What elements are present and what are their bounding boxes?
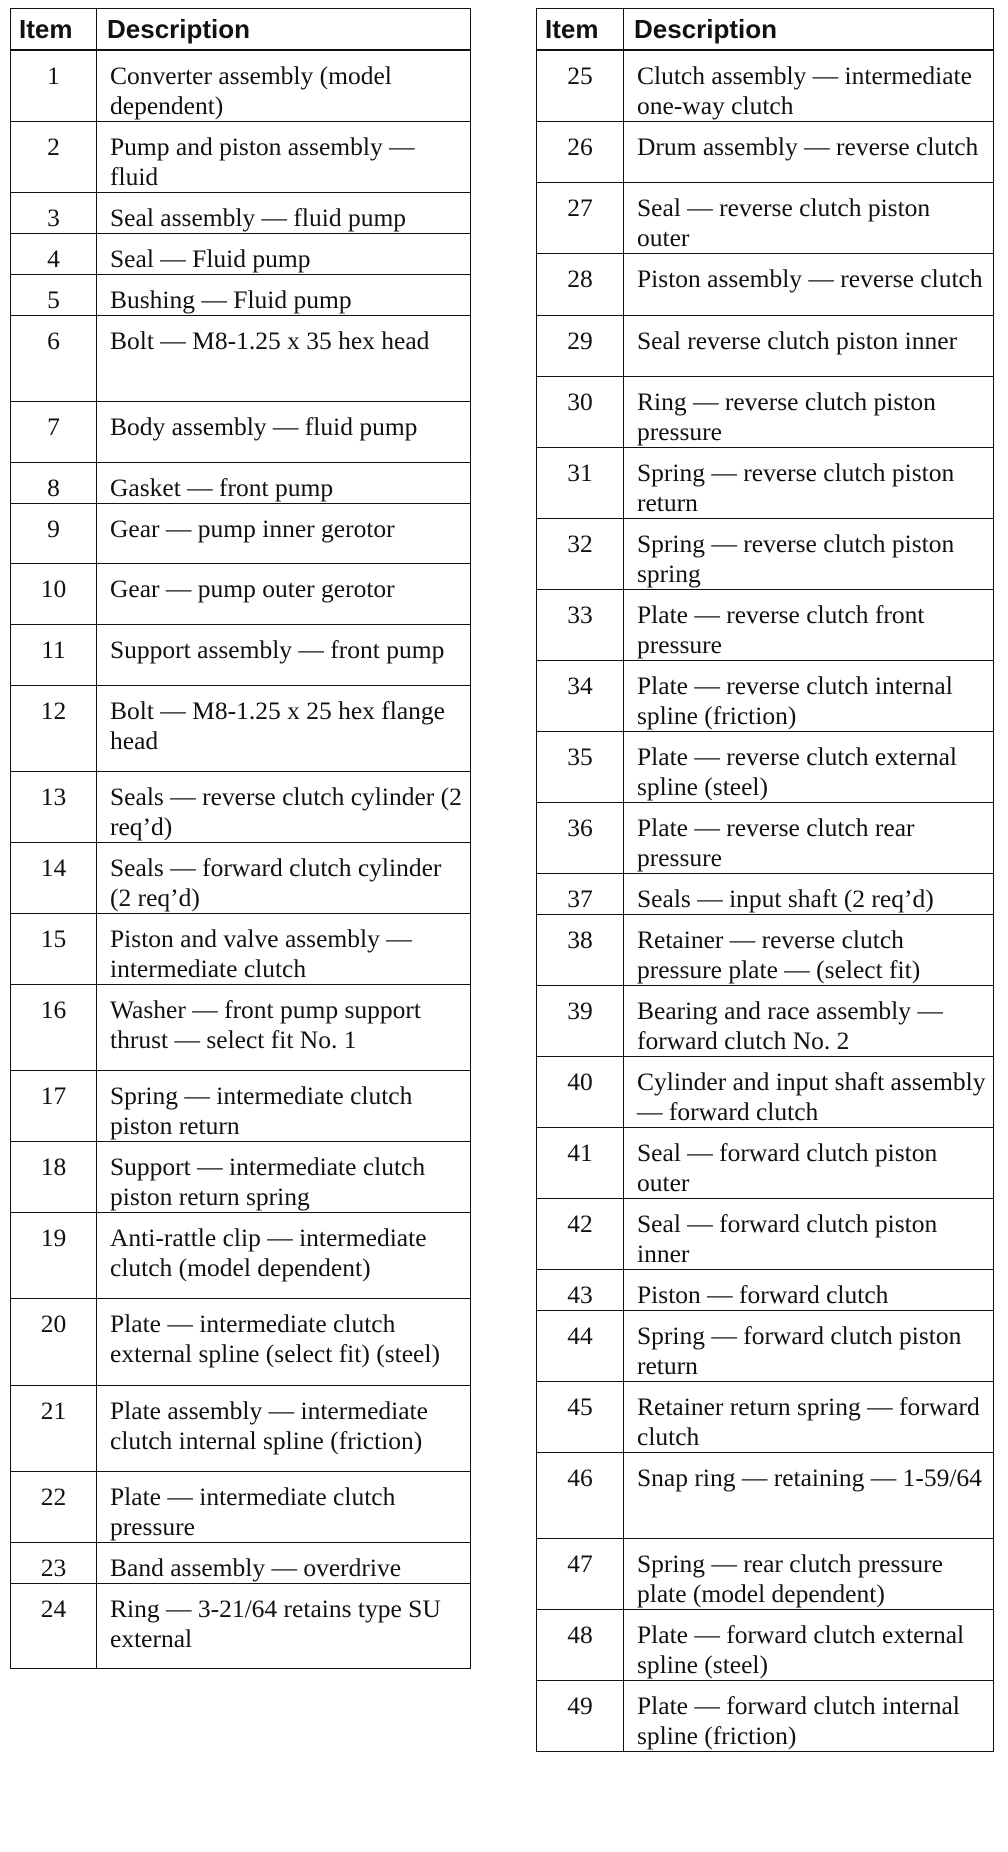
item-number: 2: [11, 122, 97, 193]
table-row: [537, 915, 994, 986]
item-number: 27: [537, 183, 624, 254]
item-description: Gasket — front pump: [97, 463, 471, 504]
item-number: 10: [11, 564, 97, 625]
item-number: 22: [11, 1472, 97, 1543]
table-row: [11, 1299, 471, 1386]
item-description: Seal — Fluid pump: [97, 234, 471, 275]
table-row: [537, 1453, 994, 1539]
item-description: Seals — input shaft (2 req’d): [624, 874, 994, 915]
item-description: Support — intermediate clutch piston return spring: [97, 1142, 471, 1213]
table-row: [11, 234, 471, 275]
item-number: 17: [11, 1071, 97, 1142]
table-row: [537, 732, 994, 803]
item-description: Seal — reverse clutch piston outer: [624, 183, 994, 254]
item-description: Spring — reverse clutch piston spring: [624, 519, 994, 590]
item-number: 13: [11, 772, 97, 843]
item-number: 12: [11, 686, 97, 772]
table-row: [537, 661, 994, 732]
table-body: [537, 50, 994, 1752]
table-row: [537, 183, 994, 254]
item-number: 44: [537, 1311, 624, 1382]
table-row: [537, 874, 994, 915]
table-row: [11, 914, 471, 985]
table-row: [11, 686, 471, 772]
item-number: 1: [11, 50, 97, 122]
item-description: Pump and piston assembly — fluid: [97, 122, 471, 193]
item-number: 45: [537, 1382, 624, 1453]
item-number: 34: [537, 661, 624, 732]
item-description: Spring — rear clutch pressure plate (model dependent): [624, 1539, 994, 1610]
table-row: [537, 448, 994, 519]
table-row: [537, 1539, 994, 1610]
item-description: Seal assembly — fluid pump: [97, 193, 471, 234]
item-number: 39: [537, 986, 624, 1057]
table-row: [11, 1213, 471, 1299]
item-description: Seals — reverse clutch cylinder (2 req’d): [97, 772, 471, 843]
item-description: Plate — forward clutch external spline (steel): [624, 1610, 994, 1681]
table-row: [11, 985, 471, 1071]
item-number: 42: [537, 1199, 624, 1270]
item-description: Plate — reverse clutch internal spline (friction): [624, 661, 994, 732]
table-row: [11, 402, 471, 463]
item-number: 37: [537, 874, 624, 915]
item-description: Bolt — M8-1.25 x 25 hex flange head: [97, 686, 471, 772]
item-description: Converter assembly (model dependent): [97, 50, 471, 122]
table-row: [11, 193, 471, 234]
table-row: [537, 1681, 994, 1752]
item-number: 43: [537, 1270, 624, 1311]
parts-table-right: [536, 8, 994, 1752]
table-row: [537, 803, 994, 874]
table-row: [11, 504, 471, 564]
item-description: Plate — reverse clutch external spline (steel): [624, 732, 994, 803]
table-row: [11, 843, 471, 914]
item-description: Seal — forward clutch piston inner: [624, 1199, 994, 1270]
item-description: Band assembly — overdrive: [97, 1543, 471, 1584]
item-description: Plate — forward clutch internal spline (friction): [624, 1681, 994, 1752]
table-row: [11, 772, 471, 843]
item-number: 49: [537, 1681, 624, 1752]
item-number: 23: [11, 1543, 97, 1584]
table-row: [11, 1472, 471, 1543]
item-number: 8: [11, 463, 97, 504]
item-number: 11: [11, 625, 97, 686]
table-row: [537, 1057, 994, 1128]
item-description: Cylinder and input shaft assembly — forward clutch: [624, 1057, 994, 1128]
item-description: Piston and valve assembly — intermediate clutch: [97, 914, 471, 985]
item-description: Plate — reverse clutch rear pressure: [624, 803, 994, 874]
item-description: Seal — forward clutch piston outer: [624, 1128, 994, 1199]
item-number: 21: [11, 1386, 97, 1472]
item-description: Gear — pump outer gerotor: [97, 564, 471, 625]
item-number: 15: [11, 914, 97, 985]
item-description: Plate — reverse clutch front pressure: [624, 590, 994, 661]
table-row: [537, 316, 994, 377]
item-description: Support assembly — front pump: [97, 625, 471, 686]
item-number: 7: [11, 402, 97, 463]
item-number: 48: [537, 1610, 624, 1681]
table-row: [11, 275, 471, 316]
table-row: [537, 377, 994, 448]
item-description: Bolt — M8-1.25 x 35 hex head: [97, 316, 471, 402]
item-number: 26: [537, 122, 624, 183]
table-row: [537, 1311, 994, 1382]
item-number: 35: [537, 732, 624, 803]
item-number: 16: [11, 985, 97, 1071]
item-number: 5: [11, 275, 97, 316]
table-row: [11, 1386, 471, 1472]
table-row: [537, 1610, 994, 1681]
item-column-header: Item: [11, 9, 97, 51]
item-number: 41: [537, 1128, 624, 1199]
item-number: 36: [537, 803, 624, 874]
table-row: [11, 1142, 471, 1213]
item-description: Plate — intermediate clutch external spline (select fit) (steel): [97, 1299, 471, 1386]
table-row: [11, 50, 471, 122]
table-row: [537, 122, 994, 183]
item-description: Spring — intermediate clutch piston return: [97, 1071, 471, 1142]
item-description: Seal reverse clutch piston inner: [624, 316, 994, 377]
item-number: 46: [537, 1453, 624, 1539]
table-row: [11, 122, 471, 193]
table-row: [11, 625, 471, 686]
item-number: 14: [11, 843, 97, 914]
table-row: [537, 590, 994, 661]
item-description: Retainer return spring — forward clutch: [624, 1382, 994, 1453]
description-column-header: Description: [97, 9, 471, 51]
item-description: Plate — intermediate clutch pressure: [97, 1472, 471, 1543]
item-description: Ring — reverse clutch piston pressure: [624, 377, 994, 448]
item-number: 28: [537, 254, 624, 316]
item-number: 32: [537, 519, 624, 590]
item-number: 24: [11, 1584, 97, 1669]
table-row: [11, 564, 471, 625]
table-row: [537, 1199, 994, 1270]
item-number: 6: [11, 316, 97, 402]
item-description: Drum assembly — reverse clutch: [624, 122, 994, 183]
table-row: [11, 316, 471, 402]
item-number: 30: [537, 377, 624, 448]
item-number: 29: [537, 316, 624, 377]
item-number: 20: [11, 1299, 97, 1386]
item-number: 4: [11, 234, 97, 275]
header-row: [537, 9, 994, 51]
item-number: 3: [11, 193, 97, 234]
table-row: [537, 986, 994, 1057]
table-row: [11, 1543, 471, 1584]
item-description: Retainer — reverse clutch pressure plate — (select fit): [624, 915, 994, 986]
item-description: Piston — forward clutch: [624, 1270, 994, 1311]
table-row: [11, 463, 471, 504]
item-description: Bearing and race assembly — forward clutch No. 2: [624, 986, 994, 1057]
item-description: Clutch assembly — intermediate one-way clutch: [624, 50, 994, 122]
table-row: [537, 1270, 994, 1311]
item-number: 33: [537, 590, 624, 661]
table-row: [537, 254, 994, 316]
item-description: Ring — 3-21/64 retains type SU external: [97, 1584, 471, 1669]
table-row: [537, 519, 994, 590]
item-description: Body assembly — fluid pump: [97, 402, 471, 463]
item-description: Anti-rattle clip — intermediate clutch (model dependent): [97, 1213, 471, 1299]
table-body: [11, 50, 471, 1669]
parts-table-left: [10, 8, 471, 1669]
item-number: 38: [537, 915, 624, 986]
table-row: [537, 1128, 994, 1199]
item-number: 31: [537, 448, 624, 519]
item-number: 25: [537, 50, 624, 122]
item-description: Gear — pump inner gerotor: [97, 504, 471, 564]
item-number: 9: [11, 504, 97, 564]
item-number: 40: [537, 1057, 624, 1128]
table-row: [537, 50, 994, 122]
item-description: Piston assembly — reverse clutch: [624, 254, 994, 316]
item-description: Washer — front pump support thrust — select fit No. 1: [97, 985, 471, 1071]
item-description: Plate assembly — intermediate clutch internal spline (friction): [97, 1386, 471, 1472]
header-row: [11, 9, 471, 51]
item-number: 18: [11, 1142, 97, 1213]
table-row: [11, 1584, 471, 1669]
item-description: Spring — forward clutch piston return: [624, 1311, 994, 1382]
table-row: [537, 1382, 994, 1453]
item-column-header: Item: [537, 9, 624, 51]
item-number: 47: [537, 1539, 624, 1610]
item-description: Bushing — Fluid pump: [97, 275, 471, 316]
item-description: Snap ring — retaining — 1-59/64: [624, 1453, 994, 1539]
description-column-header: Description: [624, 9, 994, 51]
item-description: Spring — reverse clutch piston return: [624, 448, 994, 519]
item-number: 19: [11, 1213, 97, 1299]
table-row: [11, 1071, 471, 1142]
item-description: Seals — forward clutch cylinder (2 req’d): [97, 843, 471, 914]
